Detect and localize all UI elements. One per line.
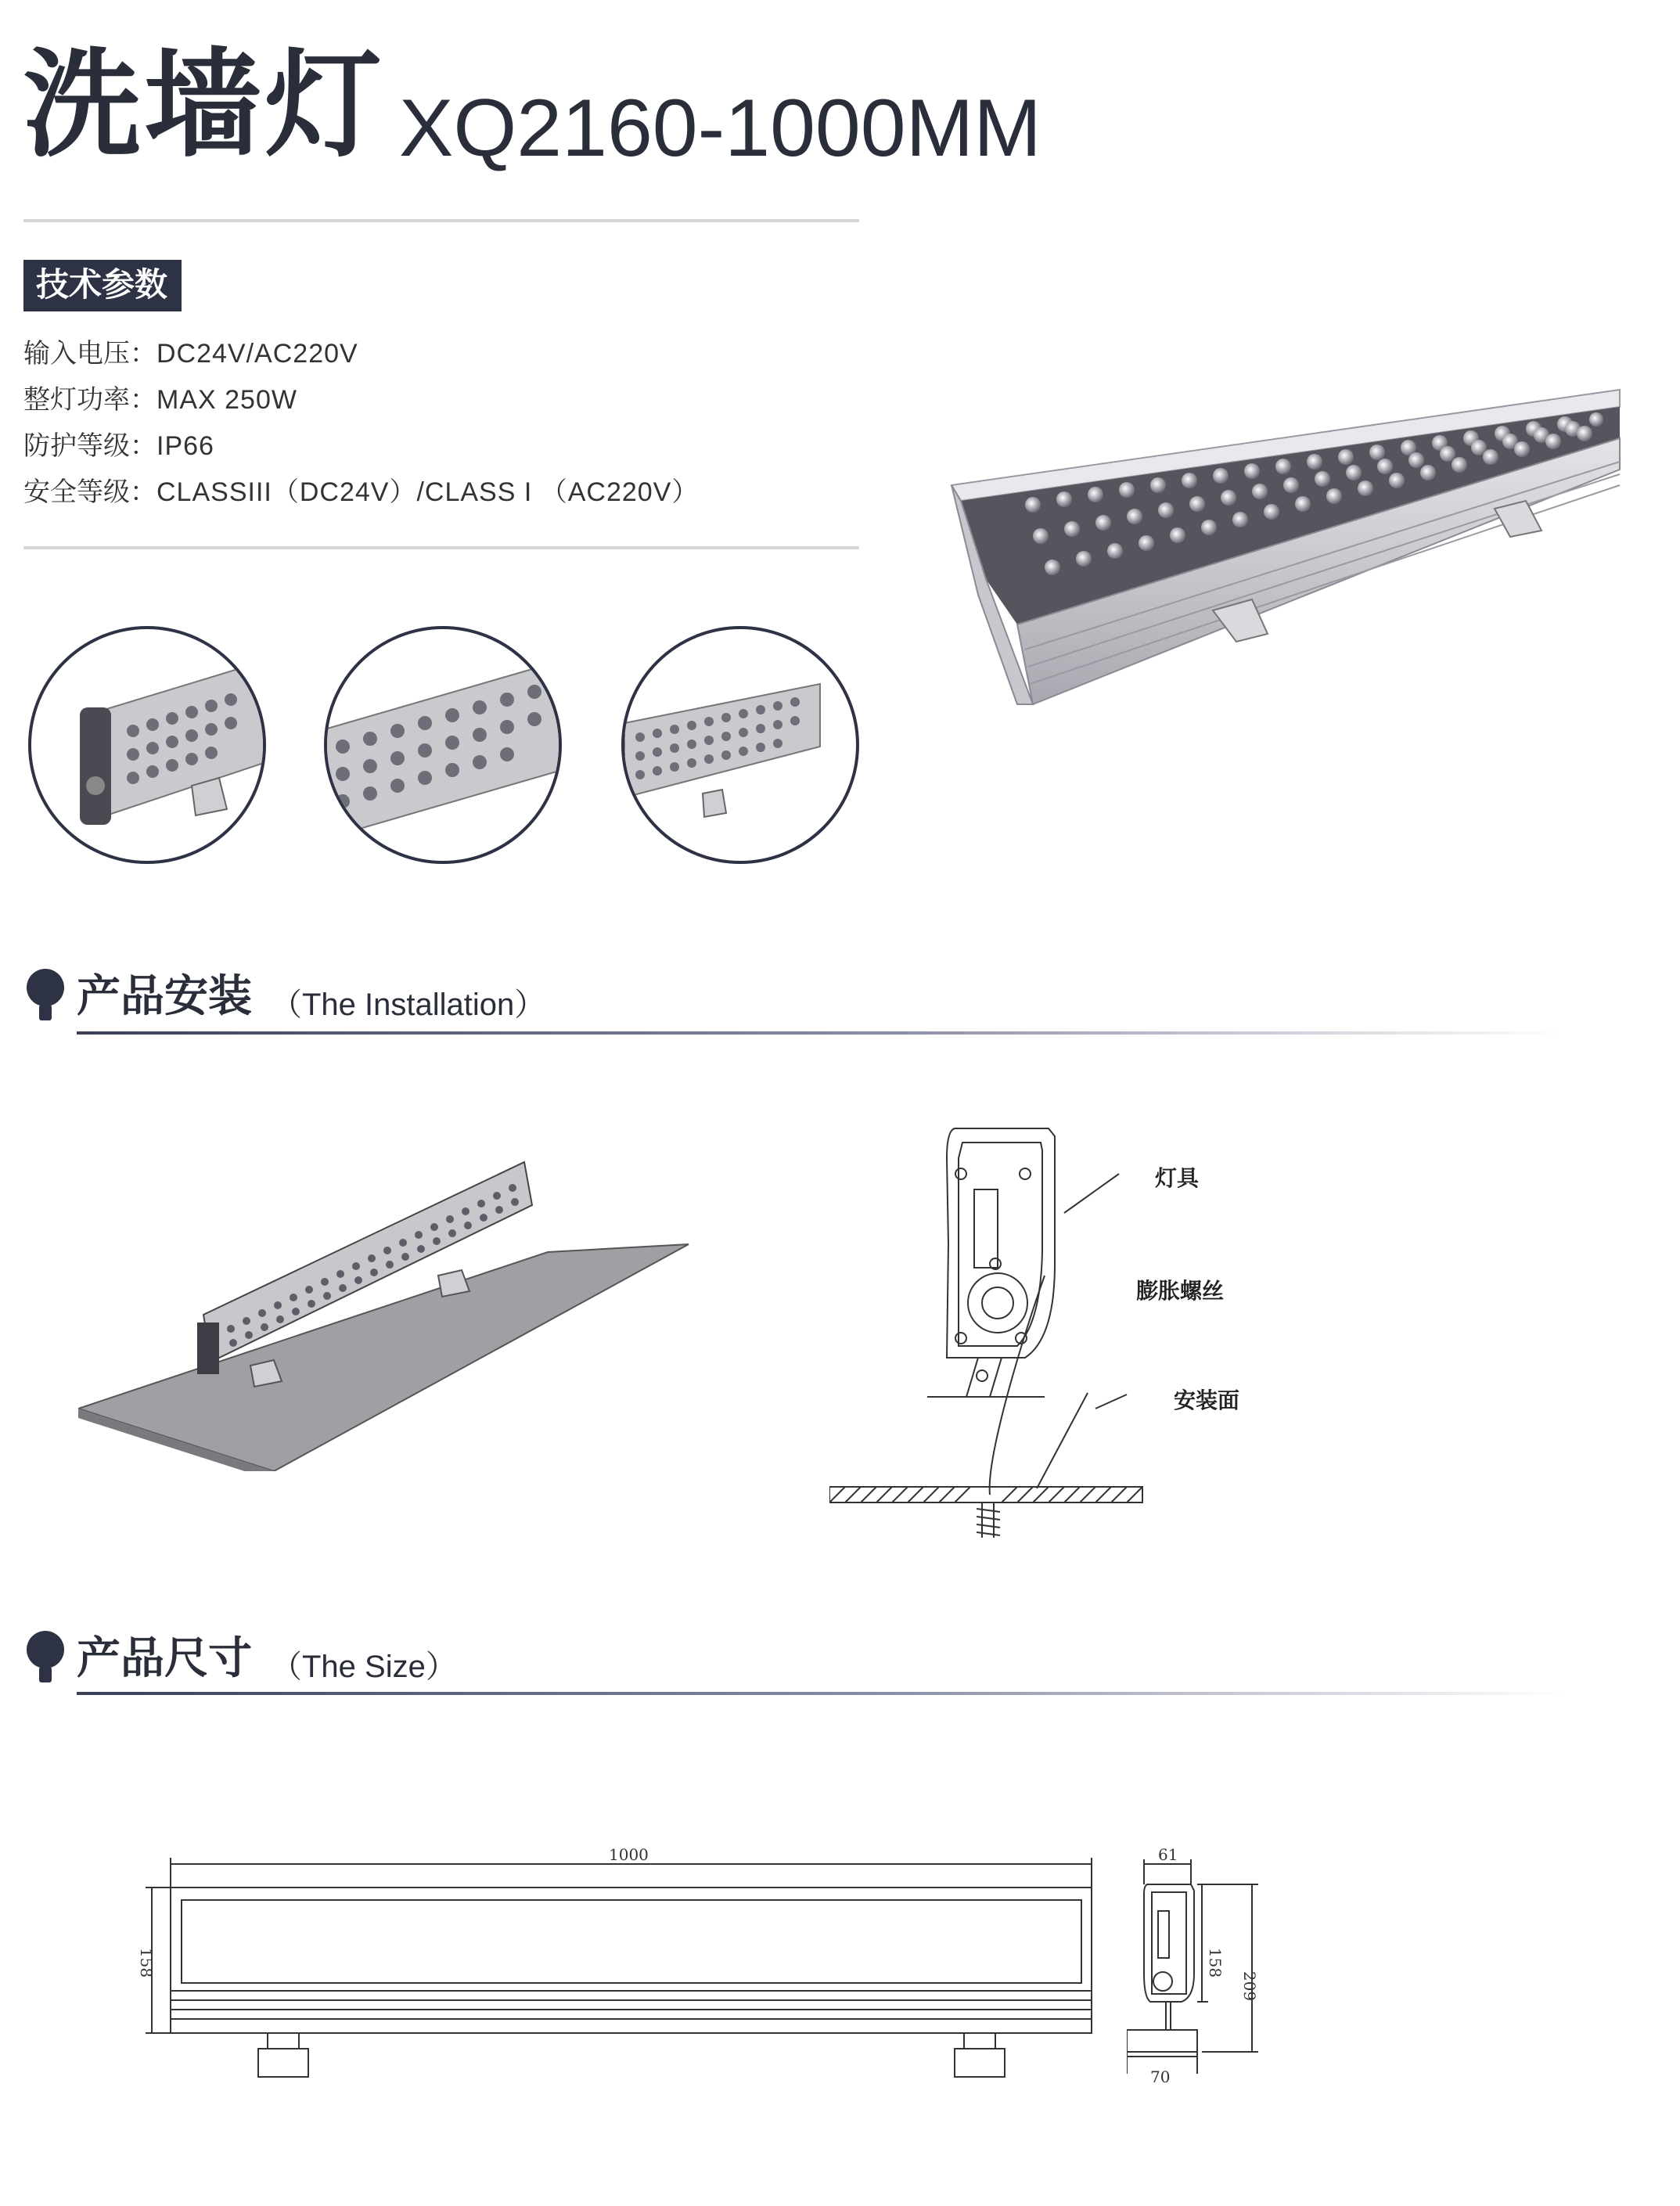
spec-divider bbox=[23, 546, 859, 549]
spec-label: 输入电压： bbox=[23, 338, 156, 369]
spec-value: CLASSIII（DC24V）/CLASS I （AC220V） bbox=[156, 477, 700, 507]
installation-title: 产品安装 bbox=[77, 971, 252, 1022]
detail-circle-front-view bbox=[324, 626, 562, 864]
spec-label: 安全等级： bbox=[23, 477, 156, 508]
bulb-icon bbox=[23, 967, 67, 1024]
installation-3d-image bbox=[78, 1158, 696, 1471]
dim-height-side: 158 bbox=[1206, 1947, 1225, 1978]
spec-value: DC24V/AC220V bbox=[156, 339, 358, 369]
product-hero-image bbox=[947, 376, 1635, 720]
spec-value: MAX 250W bbox=[156, 385, 297, 415]
detail-circle-end-view bbox=[28, 626, 266, 864]
spec-row-power bbox=[23, 378, 297, 416]
size-underline bbox=[77, 1692, 1563, 1695]
size-subtitle: （The Size） bbox=[271, 1650, 457, 1684]
dim-length: 1000 bbox=[609, 1845, 649, 1864]
installation-subtitle: （The Installation） bbox=[271, 988, 546, 1022]
page-title: 洗墙灯 bbox=[23, 38, 386, 174]
dim-height-front: 158 bbox=[137, 1947, 156, 1978]
title-divider bbox=[23, 219, 859, 222]
model-number: XQ2160-1000MM bbox=[399, 83, 1041, 174]
label-fixture: 灯具 bbox=[1155, 1165, 1200, 1191]
spec-row-safety bbox=[23, 470, 699, 509]
label-expansion-screw: 膨胀螺丝 bbox=[1136, 1278, 1225, 1304]
spec-label: 防护等级： bbox=[23, 430, 156, 462]
installation-underline bbox=[77, 1031, 1563, 1035]
dim-base-width: 70 bbox=[1150, 2067, 1171, 2086]
installation-schematic bbox=[829, 1127, 1408, 1542]
bulb-icon bbox=[23, 1629, 67, 1686]
size-title: 产品尺寸 bbox=[77, 1633, 252, 1684]
size-front-drawing bbox=[133, 1853, 1119, 2103]
spec-row-voltage bbox=[23, 332, 358, 370]
spec-row-protection bbox=[23, 424, 214, 462]
spec-badge: 技术参数 bbox=[23, 260, 182, 311]
detail-circle-side-view bbox=[621, 626, 859, 864]
spec-value: IP66 bbox=[156, 431, 214, 461]
dim-height-total: 209 bbox=[1240, 1970, 1260, 2002]
spec-label: 整灯功率： bbox=[23, 384, 156, 416]
label-mount-surface: 安装面 bbox=[1174, 1387, 1240, 1413]
dim-width-top: 61 bbox=[1158, 1845, 1178, 1864]
